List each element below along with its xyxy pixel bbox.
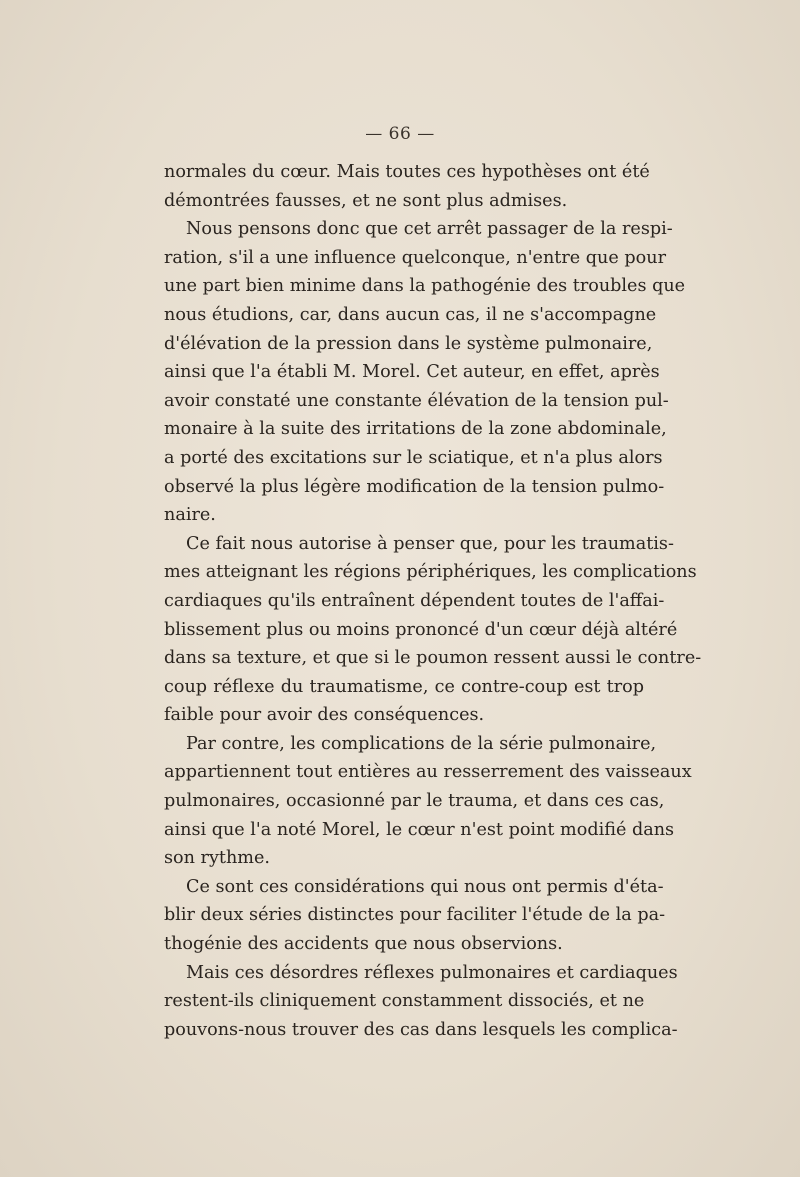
- text-line: Mais ces désordres réflexes pulmonaires et cardiaques: [186, 962, 678, 983]
- text-line: nous étudions, car, dans aucun cas, il ne s'accompagne: [164, 304, 657, 325]
- text-line: cardiaques qu'ils entraînent dépendent toutes de l'affai-: [164, 590, 665, 611]
- text-line: ainsi que l'a établi M. Morel. Cet auteur, en effet, après: [164, 362, 660, 383]
- text-line: démontrées fausses, et ne sont plus admises.: [164, 190, 568, 211]
- text-line: appartiennent tout entières au resserrement des vaisseaux: [164, 762, 692, 783]
- text-line: normales du cœur. Mais toutes ces hypothèses ont été: [164, 162, 650, 182]
- text-line: Nous pensons donc que cet arrêt passager de la respi-: [186, 219, 673, 240]
- text-line: Par contre, les complications de la série pulmonaire,: [186, 733, 657, 754]
- text-line: blir deux séries distinctes pour faciliter l'étude de la pa-: [164, 905, 666, 926]
- text-line: son rythme.: [164, 848, 270, 869]
- page-number: — 66 —: [365, 124, 435, 144]
- text-line: observé la plus légère modification de la tension pulmo-: [164, 476, 665, 497]
- body-text: [164, 158, 702, 1044]
- text-line: coup réflexe du traumatisme, ce contre-coup est trop: [164, 676, 644, 697]
- text-line: une part bien minime dans la pathogénie des troubles que: [164, 276, 686, 297]
- text-line: pouvons-nous trouver des cas dans lesquels les complica-: [164, 1019, 678, 1040]
- text-line: restent-ils cliniquement constamment dissociés, et ne: [164, 991, 645, 1012]
- text-line: Ce sont ces considérations qui nous ont permis d'éta-: [186, 876, 664, 897]
- text-line: naire.: [164, 505, 216, 526]
- text-line: ration, s'il a une influence quelconque, n'entre que pour: [164, 247, 666, 268]
- text-line: pulmonaires, occasionné par le trauma, et dans ces cas,: [164, 791, 665, 812]
- text-line: monaire à la suite des irritations de la zone abdominale,: [164, 419, 667, 440]
- text-line: faible pour avoir des conséquences.: [164, 705, 485, 726]
- text-line: mes atteignant les régions périphériques, les complications: [164, 562, 697, 583]
- text-line: d'élévation de la pression dans le système pulmonaire,: [164, 333, 653, 354]
- text-line: blissement plus ou moins prononcé d'un cœur déjà altéré: [164, 619, 678, 640]
- text-line: Ce fait nous autorise à penser que, pour les traumatis-: [186, 533, 674, 554]
- text-line: thogénie des accidents que nous observions.: [164, 934, 563, 955]
- text-line: a porté des excitations sur le sciatique, et n'a plus alors: [164, 447, 663, 468]
- text-line: avoir constaté une constante élévation de la tension pul-: [164, 390, 669, 411]
- text-line: ainsi que l'a noté Morel, le cœur n'est point modifié dans: [164, 819, 675, 840]
- text-line: dans sa texture, et que si le poumon ressent aussi le contre-: [164, 648, 702, 669]
